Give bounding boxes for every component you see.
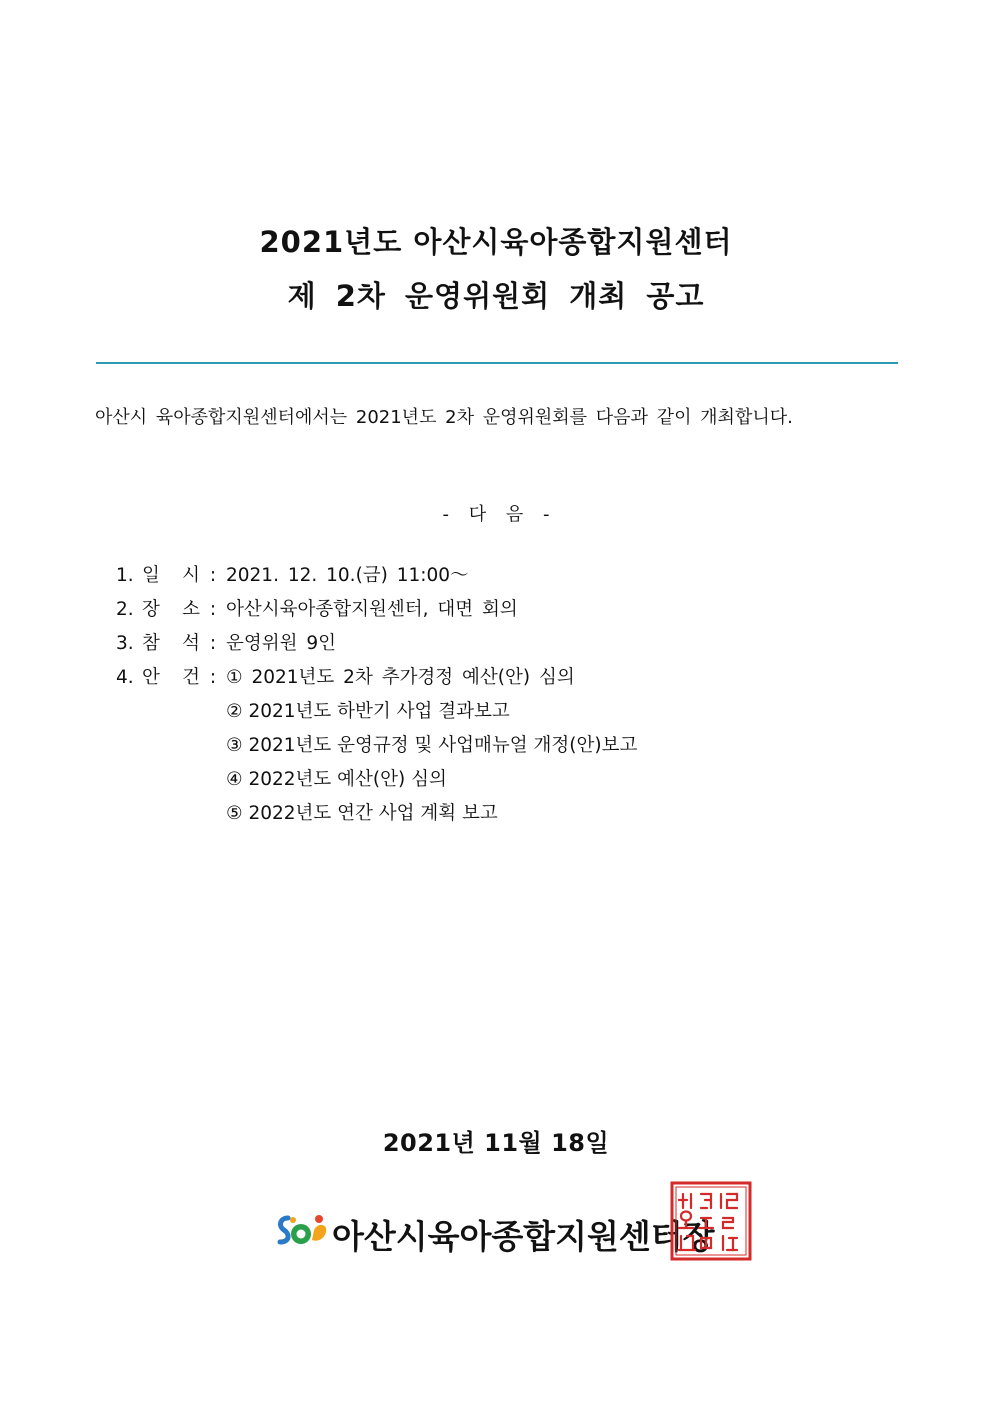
center-logo-icon <box>274 1210 332 1258</box>
item-label <box>142 597 200 631</box>
list-item <box>116 631 637 665</box>
item-colon: : <box>209 667 217 688</box>
signature-block <box>274 1210 715 1258</box>
item-label <box>142 665 200 699</box>
item-label-part: 참 <box>142 633 160 654</box>
list-item <box>116 563 637 597</box>
agenda-item: ② 2021년도 하반기 사업 결과보고 <box>226 701 510 722</box>
agenda-item: ④ 2022년도 예산(안) 심의 <box>226 769 447 790</box>
agenda-item: ① 2021년도 2차 추가경정 예산(안) 심의 <box>226 667 575 688</box>
document-title-line1: 2021년도 아산시육아종합지원센터 <box>259 225 733 259</box>
item-label-part: 안 <box>142 667 160 688</box>
item-colon: : <box>209 565 217 586</box>
agenda-item: ③ 2021년도 운영규정 및 사업매뉴얼 개정(안)보고 <box>226 735 638 756</box>
item-value-datetime: 2021. 12. 10.(금) 11:00～ <box>226 565 469 586</box>
official-seal-icon <box>669 1180 753 1262</box>
section-heading: - 다 음 - <box>442 504 550 525</box>
item-label-part: 장 <box>142 599 160 620</box>
item-label-part: 시 <box>182 565 200 586</box>
title-divider <box>96 362 898 364</box>
agenda-item: ⑤ 2022년도 연간 사업 계획 보고 <box>226 803 498 824</box>
item-number: 2. <box>116 599 134 620</box>
item-number: 3. <box>116 633 134 654</box>
details-list <box>116 563 637 835</box>
item-label <box>142 631 200 665</box>
item-colon: : <box>209 599 217 620</box>
item-colon: : <box>209 633 217 654</box>
intro-paragraph: 아산시 육아종합지원센터에서는 2021년도 2차 운영위원회를 다음과 같이 개최합니다. <box>95 407 793 428</box>
list-item <box>116 597 637 631</box>
item-label-part: 건 <box>182 667 200 688</box>
item-number: 1. <box>116 565 134 586</box>
document-title-line2: 제 2차 운영위원회 개최 공고 <box>287 279 705 313</box>
item-value-place: 아산시육아종합지원센터, 대면 회의 <box>226 599 518 620</box>
list-item <box>116 665 637 699</box>
item-label-part: 소 <box>182 599 200 620</box>
item-label-part: 일 <box>142 565 160 586</box>
notice-date: 2021년 11월 18일 <box>382 1129 610 1157</box>
item-label-part: 석 <box>182 633 200 654</box>
item-value-attendees: 운영위원 9인 <box>226 633 337 654</box>
item-number: 4. <box>116 667 134 688</box>
signatory-organization: 아산시육아종합지원센터장 <box>332 1216 715 1256</box>
item-label <box>142 563 200 597</box>
